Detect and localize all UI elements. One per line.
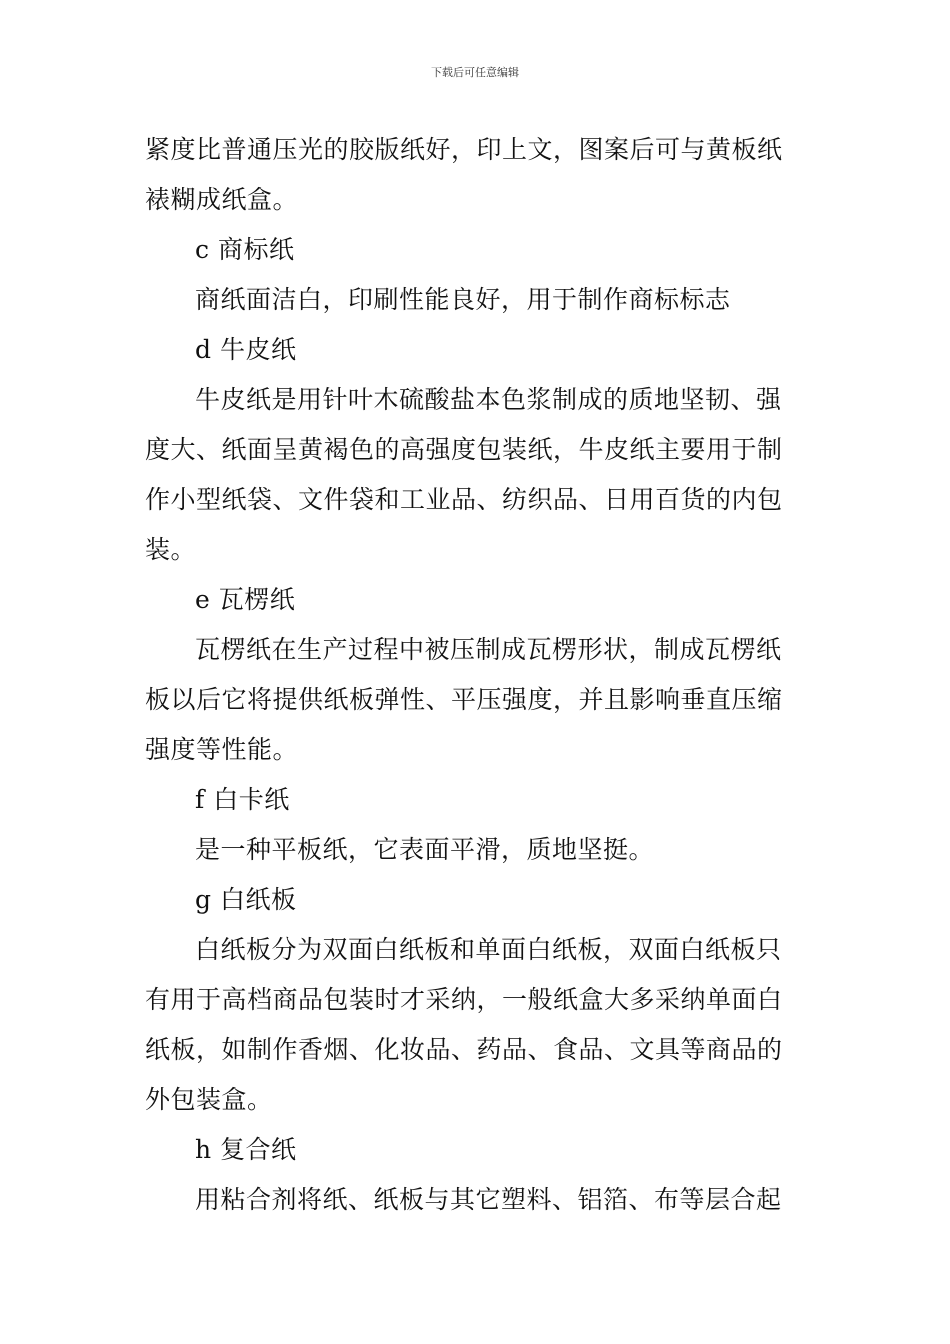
section-heading: g 白纸板 xyxy=(195,885,297,914)
text-line: 纸板，如制作香烟、化妆品、药品、食品、文具等商品的 xyxy=(145,1035,783,1064)
text-line: 有用于高档商品包装时才采纳，一般纸盒大多采纳单面白 xyxy=(145,985,783,1014)
text-line: 外包装盒。 xyxy=(145,1085,273,1114)
text-line: 商纸面洁白，印刷性能良好，用于制作商标标志 xyxy=(195,285,731,314)
text-line: 紧度比普通压光的胶版纸好，印上文，图案后可与黄板纸 xyxy=(145,135,783,164)
text-line: 板以后它将提供纸板弹性、平压强度，并且影响垂直压缩 xyxy=(145,685,783,714)
text-line: 裱糊成纸盒。 xyxy=(145,185,299,214)
text-line: 度大、纸面呈黄褐色的高强度包装纸，牛皮纸主要用于制 xyxy=(145,435,783,464)
text-line: 用粘合剂将纸、纸板与其它塑料、铝箔、布等层合起 xyxy=(195,1185,782,1214)
text-line: 作小型纸袋、文件袋和工业品、纺织品、日用百货的内包 xyxy=(145,485,783,514)
text-line: 强度等性能。 xyxy=(145,735,299,764)
section-heading: f 白卡纸 xyxy=(195,785,290,814)
section-heading: e 瓦楞纸 xyxy=(195,585,296,614)
text-line: 装。 xyxy=(145,535,197,564)
section-heading: h 复合纸 xyxy=(195,1135,297,1164)
page-header: 下载后可任意编辑 xyxy=(431,66,519,79)
text-line: 白纸板分为双面白纸板和单面白纸板，双面白纸板只 xyxy=(195,935,782,964)
text-line: 瓦楞纸在生产过程中被压制成瓦楞形状，制成瓦楞纸 xyxy=(195,635,782,664)
text-line: 牛皮纸是用针叶木硫酸盐本色浆制成的质地坚韧、强 xyxy=(195,385,782,414)
text-line: 是一种平板纸，它表面平滑，质地坚挺。 xyxy=(195,835,655,864)
section-heading: c 商标纸 xyxy=(195,235,295,264)
section-heading: d 牛皮纸 xyxy=(195,335,297,364)
